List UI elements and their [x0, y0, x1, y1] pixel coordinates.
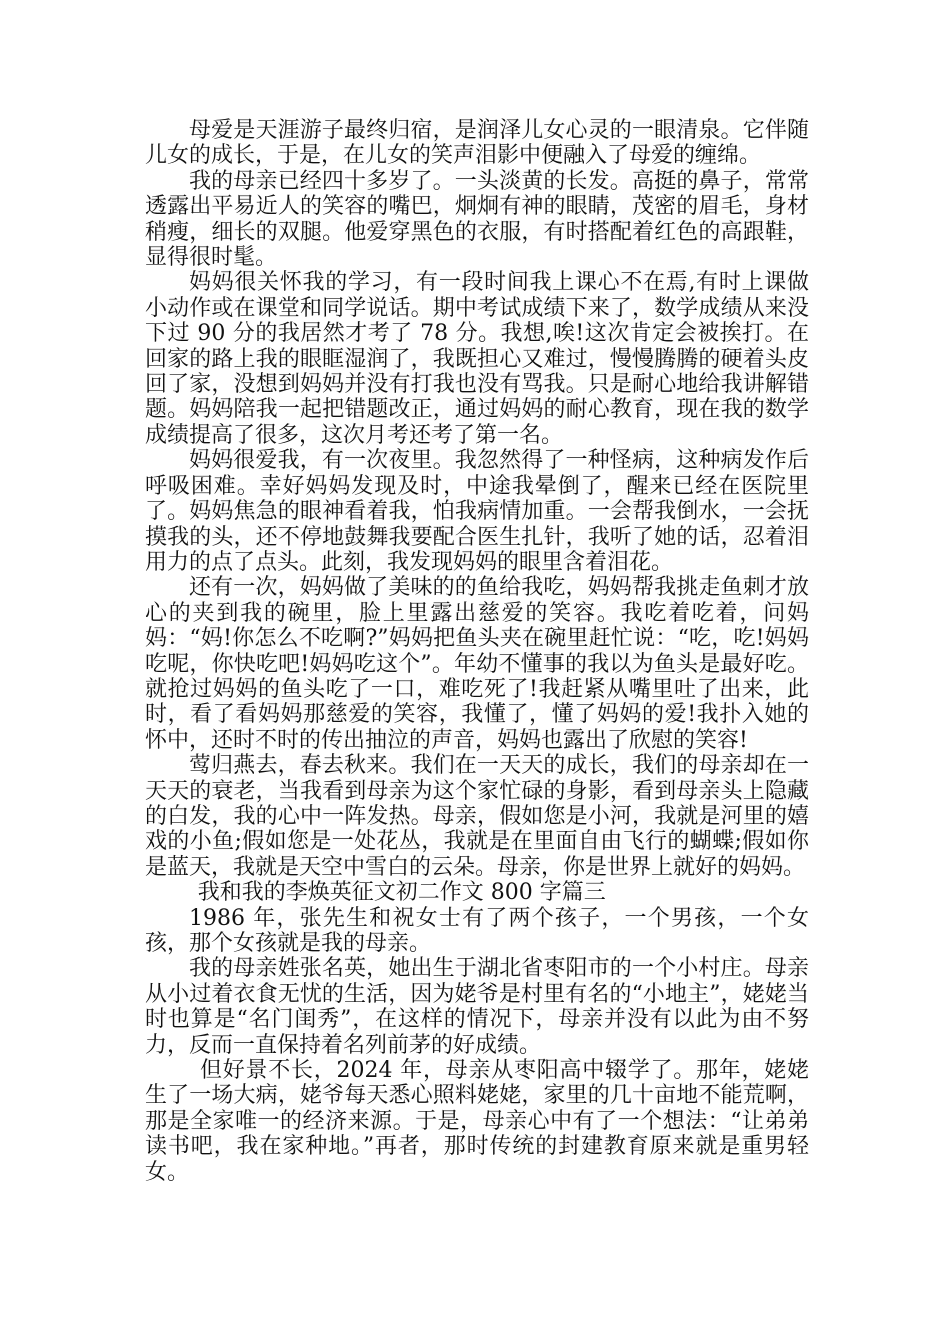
section-heading: 我和我的李焕英征文初二作文 800 字篇三 — [197, 880, 606, 906]
paragraph-2: 我的母亲已经四十多岁了。一头淡黄的长发。高挺的鼻子，常常透露出平易近人的笑容的嘴巴，炯炯有神的眼睛，茂密的眉毛，身材稍瘦，细长的双腿。他爱穿黑色的衣服，有时搭配着红色的高跟鞋，显得很时髦。 — [145, 168, 809, 271]
document-body — [145, 118, 809, 1185]
paragraph-9: 但好景不长，2024 年，母亲从枣阳高中辍学了。那年，姥姥生了一场大病，姥爷每天悉心照料姥姥，家里的几十亩地不能荒啊，那是全家唯一的经济来源。于是，母亲心中有了一个想法：“让弟弟读书吧，我在家种地。”再者，那时传统的封建教育原来就是重男轻女。 — [145, 1058, 809, 1185]
paragraph-4: 妈妈很爱我，有一次夜里。我忽然得了一种怪病，这种病发作后呼吸困难。幸好妈妈发现及时，中途我晕倒了，醒来已经在医院里了。妈妈焦急的眼神看着我，怕我病情加重。一会帮我倒水，一会抚摸我的头，还不停地鼓舞我要配合医生扎针，我听了她的话，忍着泪用力的点了点头。此刻，我发现妈妈的眼里含着泪花。 — [145, 448, 809, 575]
paragraph-3: 妈妈很关怀我的学习，有一段时间我上课心不在焉,有时上课做小动作或在课堂和同学说话。期中考试成绩下来了，数学成绩从来没下过 90 分的我居然才考了 78 分。我想,唉!这次肯定会被挨打。在回家的路上我的眼眶湿润了，我既担心又难过，慢慢腾腾的硬着头皮回了家，没想到妈妈并没有打我也没有骂我。只是耐心地给我讲解错题。妈妈陪我一起把错题改正，通过妈妈的耐心教育，现在我的数学成绩提高了很多，这次月考还考了第一名。 — [145, 270, 809, 448]
paragraph-5: 还有一次，妈妈做了美味的的鱼给我吃，妈妈帮我挑走鱼刺才放心的夹到我的碗里，脸上里露出慈爱的笑容。我吃着吃着，问妈妈：“妈!你怎么不吃啊?”妈妈把鱼头夹在碗里赶忙说：“吃，吃!妈妈吃呢，你快吃吧!妈妈吃这个”。年幼不懂事的我以为鱼头是最好吃。就抢过妈妈的鱼头吃了一口，难吃死了!我赶紧从嘴里吐了出来，此时，看了看妈妈那慈爱的笑容，我懂了，懂了妈妈的爱!我扑入她的怀中，还时不时的传出抽泣的声音，妈妈也露出了欣慰的笑容! — [145, 575, 809, 753]
paragraph-6: 莺归燕去，春去秋来。我们在一天天的成长，我们的母亲却在一天天的衰老，当我看到母亲为这个家忙碌的身影，看到母亲头上隐藏的白发，我的心中一阵发热。母亲，假如您是小河，我就是河里的嬉戏的小鱼;假如您是一处花丛，我就是在里面自由飞行的蝴蝶;假如你是蓝天，我就是天空中雪白的云朵。母亲，你是世界上就好的妈妈。 — [145, 753, 809, 880]
paragraph-7: 1986 年，张先生和祝女士有了两个孩子，一个男孩，一个女孩，那个女孩就是我的母亲。 — [145, 905, 809, 956]
paragraph-1: 母爱是天涯游子最终归宿，是润泽儿女心灵的一眼清泉。它伴随儿女的成长，于是，在儿女的笑声泪影中便融入了母爱的缠绵。 — [145, 118, 809, 169]
paragraph-8: 我的母亲姓张名英，她出生于湖北省枣阳市的一个小村庄。母亲从小过着衣食无忧的生活，因为姥爷是村里有名的“小地主”，姥姥当时也算是“名门闺秀”，在这样的情况下，母亲并没有以此为由不努力，反而一直保持着名列前茅的好成绩。 — [145, 956, 809, 1058]
